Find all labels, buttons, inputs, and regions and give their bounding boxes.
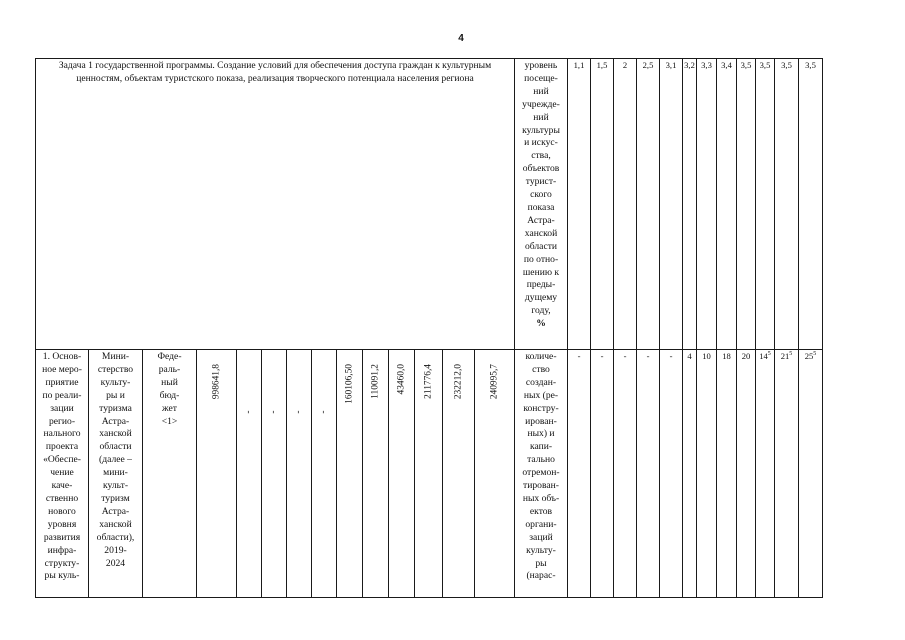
indicator-line: показа bbox=[527, 201, 555, 213]
measure-value: - bbox=[568, 350, 591, 598]
finance-cell bbox=[237, 350, 262, 598]
indicator-line: капи- bbox=[529, 441, 553, 453]
indicator-line: преды- bbox=[526, 279, 556, 291]
task-value: 2 bbox=[614, 59, 637, 350]
executor-line: Мини- bbox=[101, 351, 130, 362]
measure-value: 10 bbox=[697, 350, 717, 598]
finance-cell bbox=[415, 350, 443, 598]
indicator-line: тально bbox=[527, 454, 555, 466]
finance-value: 211776,4 bbox=[423, 364, 434, 399]
task-value: 2,5 bbox=[637, 59, 660, 350]
task-value: 3,5 bbox=[799, 59, 823, 350]
indicator-line: ных (ре- bbox=[523, 389, 559, 401]
finance-value: 43460,0 bbox=[396, 364, 407, 395]
indicator-line: ства, bbox=[531, 150, 551, 162]
task-indicator bbox=[515, 59, 568, 350]
indicator-line: констру- bbox=[523, 402, 559, 414]
measure-value: $25^5$ bbox=[799, 350, 823, 598]
task-value: 1,1 bbox=[568, 59, 591, 350]
executor-line: туризма bbox=[99, 402, 132, 414]
measure-name-line: нального bbox=[43, 428, 81, 440]
executor-line: ры и bbox=[106, 389, 125, 401]
finance-cell bbox=[287, 350, 312, 598]
indicator-line: ний bbox=[533, 111, 549, 123]
measure-name-line: уровня bbox=[47, 518, 77, 530]
indicator-line: Астра- bbox=[527, 214, 555, 226]
indicator-line: (нарас- bbox=[526, 570, 556, 582]
executor-line: ханской bbox=[99, 428, 132, 440]
finance-cell bbox=[443, 350, 475, 598]
finance-value: - bbox=[318, 410, 329, 414]
funding-source-line: раль- bbox=[158, 363, 181, 375]
indicator-line: количе- bbox=[525, 351, 557, 362]
finance-value: 110091,2 bbox=[370, 364, 381, 399]
executor-line: мини- bbox=[103, 467, 128, 479]
indicator-line: ектов bbox=[529, 505, 553, 517]
measure-name-line: нового bbox=[48, 505, 76, 517]
finance-value: - bbox=[268, 410, 279, 414]
indicator-line: ний bbox=[533, 85, 549, 97]
indicator-line: тирован- bbox=[523, 480, 559, 492]
indicator-line: ство bbox=[532, 363, 550, 375]
indicator-line: ского bbox=[530, 189, 552, 201]
measure-name-line: ное меро- bbox=[42, 363, 82, 375]
measure-value: $21^5$ bbox=[775, 350, 799, 598]
finance-value: - bbox=[293, 410, 304, 414]
task-indicator-text bbox=[516, 60, 566, 318]
finance-value: 998641,8 bbox=[211, 364, 222, 400]
task-value: 3,1 bbox=[660, 59, 683, 350]
measure-name-line: инфра- bbox=[47, 544, 77, 556]
executor-line: стерство bbox=[97, 363, 134, 375]
measure-value: - bbox=[637, 350, 660, 598]
measure-value: 20 bbox=[737, 350, 756, 598]
indicator-line: по отно- bbox=[523, 253, 559, 265]
measure-name-line: структу- bbox=[44, 557, 80, 569]
indicator-line: и искус- bbox=[524, 137, 558, 149]
task-value: 3,5 bbox=[737, 59, 756, 350]
measure-value: $14^5$ bbox=[756, 350, 775, 598]
finance-cell bbox=[475, 350, 515, 598]
measure-value: - bbox=[660, 350, 683, 598]
indicator-line: турист- bbox=[525, 176, 557, 188]
funding-source-line: <1> bbox=[161, 415, 178, 427]
measure-name-line: «Обеспе- bbox=[43, 454, 81, 466]
indicator-line: ханской bbox=[524, 227, 558, 239]
measure-name bbox=[36, 350, 89, 598]
measure-executor bbox=[89, 350, 143, 598]
indicator-line: области bbox=[524, 240, 558, 252]
task-value: 3,5 bbox=[775, 59, 799, 350]
measure-name-line: ры куль- bbox=[44, 570, 80, 582]
executor-line: Астра- bbox=[101, 415, 130, 427]
executor-line: 2019- bbox=[104, 544, 127, 556]
indicator-line: заций bbox=[529, 531, 553, 543]
executor-line: культ- bbox=[102, 480, 129, 492]
indicator-line: отремон- bbox=[522, 467, 560, 479]
task-value: 3,5 bbox=[756, 59, 775, 350]
finance-value: - bbox=[243, 410, 254, 414]
finance-value: 160106,50 bbox=[344, 364, 355, 404]
funding-source-line: жет bbox=[162, 402, 177, 414]
measure-name-line: зации bbox=[50, 402, 74, 414]
funding-source-line: ный bbox=[161, 376, 178, 388]
task-value: 1,5 bbox=[591, 59, 614, 350]
indicator-line: объектов bbox=[522, 163, 560, 175]
task-value: 3,4 bbox=[717, 59, 737, 350]
task-indicator-unit: % bbox=[536, 318, 546, 330]
funding-source bbox=[143, 350, 197, 598]
measure-name-line: проекта bbox=[45, 441, 79, 453]
finance-value: 240995,7 bbox=[489, 364, 500, 400]
finance-cell bbox=[363, 350, 389, 598]
finance-cell bbox=[262, 350, 287, 598]
measure-name-line: чение bbox=[50, 467, 74, 479]
measure-value: 18 bbox=[717, 350, 737, 598]
finance-cell bbox=[337, 350, 363, 598]
funding-source-line: Феде- bbox=[157, 351, 182, 362]
task-title: Задача 1 государственной программы. Создание условий для обеспечения доступа граждан к культурным ценностям, объектам туристского показа, реализация творческого потенциала населения региона bbox=[36, 59, 515, 350]
measure-name-line: приятие bbox=[45, 376, 79, 388]
finance-cell bbox=[312, 350, 337, 598]
executor-line: Астра- bbox=[101, 505, 130, 517]
executor-line: 2024 bbox=[105, 557, 126, 569]
measure-name-line: ственно bbox=[45, 492, 79, 504]
indicator-line: учрежде- bbox=[522, 98, 560, 110]
indicator-line: культуры bbox=[522, 124, 560, 136]
funding-source-line: бюд- bbox=[159, 389, 180, 401]
measure-name-line: по реали- bbox=[42, 389, 82, 401]
measure-value: 4 bbox=[683, 350, 697, 598]
indicator-line: органи- bbox=[525, 518, 557, 530]
finance-value: 232212,0 bbox=[453, 364, 464, 400]
executor-line: туризм bbox=[101, 492, 130, 504]
measure-name-line: каче- bbox=[51, 480, 73, 492]
measure-indicator bbox=[515, 350, 568, 598]
measure-name-line: 1. Основ- bbox=[42, 351, 82, 362]
task-value: 3,2 bbox=[683, 59, 697, 350]
indicator-line: культу- bbox=[526, 544, 556, 556]
executor-line: (далее – bbox=[99, 454, 132, 466]
task-value: 3,3 bbox=[697, 59, 717, 350]
measure-value: - bbox=[591, 350, 614, 598]
program-table bbox=[35, 58, 823, 598]
task-row bbox=[36, 59, 823, 350]
indicator-line: ирован- bbox=[525, 415, 557, 427]
indicator-line: создан- bbox=[525, 376, 557, 388]
indicator-line: уровень bbox=[524, 60, 558, 71]
finance-total bbox=[197, 350, 237, 598]
indicator-line: ных объ- bbox=[522, 492, 560, 504]
indicator-line: шению к bbox=[522, 266, 560, 278]
finance-cell bbox=[389, 350, 415, 598]
indicator-line: ры bbox=[535, 557, 547, 569]
indicator-line: посеще- bbox=[524, 72, 558, 84]
indicator-line: году, bbox=[531, 305, 551, 317]
measure-row bbox=[36, 350, 823, 598]
indicator-line: дущему bbox=[524, 292, 558, 304]
executor-line: области bbox=[99, 441, 132, 453]
executor-line: культу- bbox=[100, 376, 131, 388]
executor-line: ханской bbox=[99, 518, 132, 530]
measure-value: - bbox=[614, 350, 637, 598]
measure-name-line: развития bbox=[43, 531, 81, 543]
page-number: 4 bbox=[458, 33, 464, 44]
indicator-line: ных) и bbox=[527, 428, 555, 440]
executor-line: области), bbox=[96, 531, 135, 543]
measure-name-line: регио- bbox=[48, 415, 76, 427]
